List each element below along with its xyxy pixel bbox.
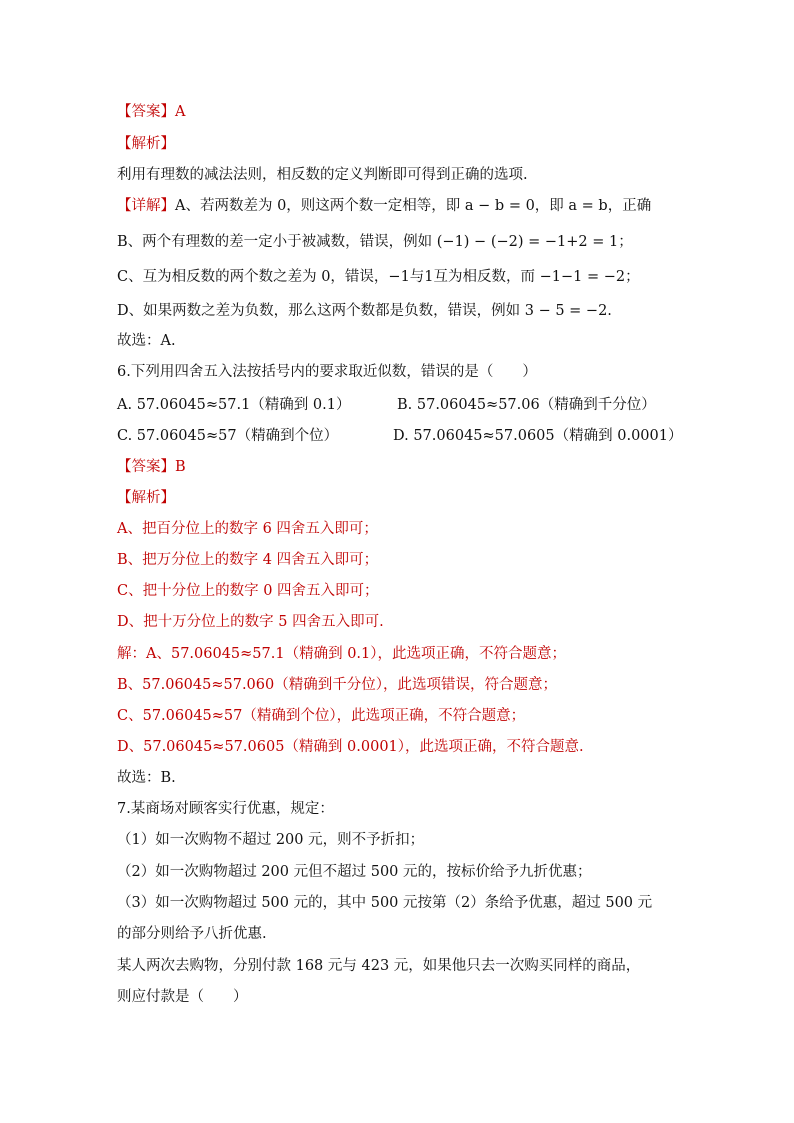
answer-line-q5 <box>117 101 717 123</box>
option-a: A. 57.06045≈57.1（精确到 0.1） <box>117 397 351 413</box>
question-7-query-continued: 则应付款是（ ） <box>117 989 248 1005</box>
analysis-item: D、把十万分位上的数字 5 四舍五入即可. <box>117 614 384 630</box>
answer-tag: 【答案】 <box>117 104 175 120</box>
solution-item: D、57.06045≈57.0605（精确到 0.0001），此选项正确，不符合题意. <box>117 739 584 755</box>
answer-tag: 【答案】 <box>117 459 175 475</box>
rule-1: （1）如一次购物不超过 200 元，则不予折扣； <box>117 832 425 848</box>
analysis-text-q5: 利用有理数的减法法则，相反数的定义判断即可得到正确的选项. <box>117 167 528 183</box>
answer-line-q6 <box>117 456 717 478</box>
analysis-item: A、把百分位上的数字 6 四舍五入即可； <box>117 521 378 537</box>
analysis-tag-q5: 【解析】 <box>117 136 175 152</box>
analysis-item: C、把十分位上的数字 0 四舍五入即可； <box>117 583 379 599</box>
analysis-tag-q6: 【解析】 <box>117 490 175 506</box>
solution-item: B、57.06045≈57.060（精确到千分位），此选项错误，符合题意； <box>117 677 557 693</box>
detail-line-c: C、互为相反数的两个数之差为 0，错误，−1与1互为相反数，而 −1−1 = −2； <box>117 269 640 285</box>
answer-value: A <box>175 104 186 120</box>
choose-q6: 故选：B. <box>117 770 176 786</box>
analysis-item: B、把万分位上的数字 4 四舍五入即可； <box>117 552 379 568</box>
detail-text-a: A、若两数差为 0，则这两个数一定相等，即 a − b = 0，即 a = b，正确 <box>175 198 652 214</box>
detail-line-d: D、如果两数之差为负数，那么这两个数都是负数，错误，例如 3 − 5 = −2. <box>117 303 612 319</box>
detail-tag: 【详解】 <box>117 198 175 214</box>
question-6-stem: 6.下列用四舍五入法按括号内的要求取近似数，错误的是（ ） <box>117 364 537 380</box>
option-c: C. 57.06045≈57（精确到个位） <box>117 428 339 444</box>
detail-line-a <box>117 195 717 217</box>
question-7-stem: 7.某商场对顾客实行优惠，规定： <box>117 801 334 817</box>
option-d: D. 57.06045≈57.0605（精确到 0.0001） <box>393 428 683 444</box>
rule-3: （3）如一次购物超过 500 元的，其中 500 元按第（2）条给予优惠，超过 500 元 <box>117 895 653 911</box>
detail-choose: 故选：A. <box>117 333 176 349</box>
solution-item: C、57.06045≈57（精确到个位），此选项正确，不符合题意； <box>117 708 526 724</box>
solution-item: 解：A、57.06045≈57.1（精确到 0.1），此选项正确，不符合题意； <box>117 646 567 662</box>
rule-2: （2）如一次购物超过 200 元但不超过 500 元的，按标价给予九折优惠； <box>117 864 592 880</box>
question-7-query: 某人两次去购物，分别付款 168 元与 423 元，如果他只去一次购买同样的商品， <box>117 958 641 974</box>
rule-3-continued: 的部分则给予八折优惠. <box>117 926 267 942</box>
detail-line-b: B、两个有理数的差一定小于被减数，错误，例如 (−1) − (−2) = −1+2 = 1； <box>117 234 633 250</box>
answer-value: B <box>175 459 186 475</box>
option-b: B. 57.06045≈57.06（精确到千分位） <box>397 397 656 413</box>
